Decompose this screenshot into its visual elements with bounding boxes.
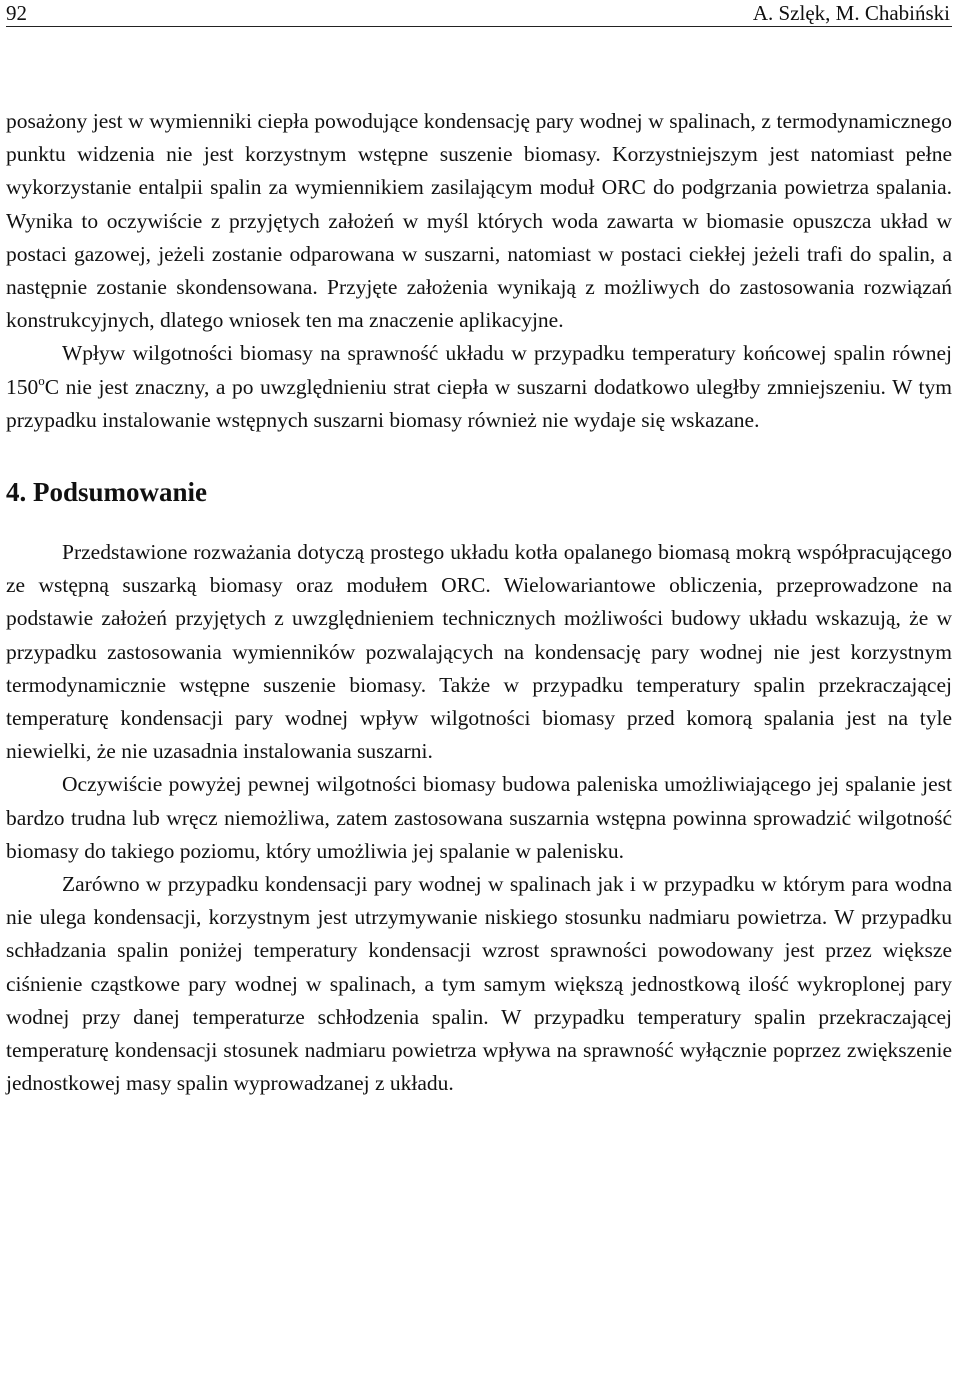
body-paragraph-2-start: Wpływ wilgotności biomasy na sprawność układu w przypadku temperatury końcowej spalin równej 150 xyxy=(6,341,952,399)
running-header-authors: A. Szlęk, M. Chabiński xyxy=(752,1,950,25)
degree-superscript: o xyxy=(38,372,45,388)
page-content xyxy=(6,105,952,1100)
body-paragraph-1: posażony jest w wymienniki ciepła powodujące kondensację pary wodnej w spalinach, z termodynamicznego punktu widzenia nie jest korzystnym wstępne suszenie biomasy. Korzystniejszym jest natomiast pełne wykorzystanie entalpii spalin za wymiennikiem zasilającym moduł ORC do podgrzania powietrza spalania. Wynika to oczywiście z przyjętych założeń w myśl których woda zawarta w biomasie opuszcza układ w postaci gazowej, jeżeli zostanie odparowana w suszarni, natomiast w postaci ciekłej jeżeli trafi do spalin, a następnie zostanie skondensowana. Przyjęte założenia wynikają z możliwych do zastosowania rozwiązań konstrukcyjnych, dlatego wniosek ten ma znaczenie aplikacyjne. xyxy=(6,109,952,333)
body-paragraph-2-end: C nie jest znaczny, a po uwzględnieniu strat ciepła w suszarni dodatkowo uległby zmniejszeniu. W tym przypadku instalowanie wstępnych suszarni biomasy również nie wydaje się wskazane. xyxy=(6,374,952,432)
section-heading: 4. Podsumowanie xyxy=(6,477,208,508)
summary-paragraph-1: Przedstawione rozważania dotyczą prostego układu kotła opalanego biomasą mokrą współpracującego ze wstępną suszarką biomasy oraz modułem ORC. Wielowariantowe obliczenia, przeprowadzone na podstawie założeń przyjętych z uwzględnieniem technicznych możliwości budowy układu wskazują, że w przypadku zastosowania wymienników pozwalających na kondensację pary wodnej nie jest korzystnym termodynamicznie wstępne suszenie biomasy. Także w przypadku temperatury spalin przekraczającej temperaturę kondensacji pary wodnej wpływ wilgotności biomasy przed komorą spalania jest na tyle niewielki, że nie uzasadnia instalowania suszarni. xyxy=(6,540,952,764)
page-number: 92 xyxy=(6,1,27,25)
document-page xyxy=(6,0,952,1100)
body-paragraph-2 xyxy=(6,337,952,437)
running-header xyxy=(6,0,952,27)
summary-paragraph-3: Zarówno w przypadku kondensacji pary wodnej w spalinach jak i w przypadku w którym para wodna nie ulega kondensacji, korzystnym jest utrzymywanie niskiego stosunku nadmiaru powietrza. W przypadku schładzania spalin poniżej temperatury kondensacji wzrost sprawności powodowany jest przez większe ciśnienie cząstkowe pary wodnej w spalinach, a tym samym większą jednostkową ilość wykroplonej pary wodnej przy danej temperaturze schłodzenia spalin. W przypadku temperatury spalin przekraczającej temperaturę kondensacji stosunek nadmiaru powietrza wpływa na sprawność wyłącznie poprzez zwiększenie jednostkowej masy spalin wyprowadzanej z układu. xyxy=(6,872,952,1096)
summary-paragraph-2: Oczywiście powyżej pewnej wilgotności biomasy budowa paleniska umożliwiającego jej spalanie jest bardzo trudna lub wręcz niemożliwa, zatem zastosowana suszarnia wstępna powinna sprowadzić wilgotność biomasy do takiego poziomu, który umożliwia jej spalanie w palenisku. xyxy=(6,772,952,863)
